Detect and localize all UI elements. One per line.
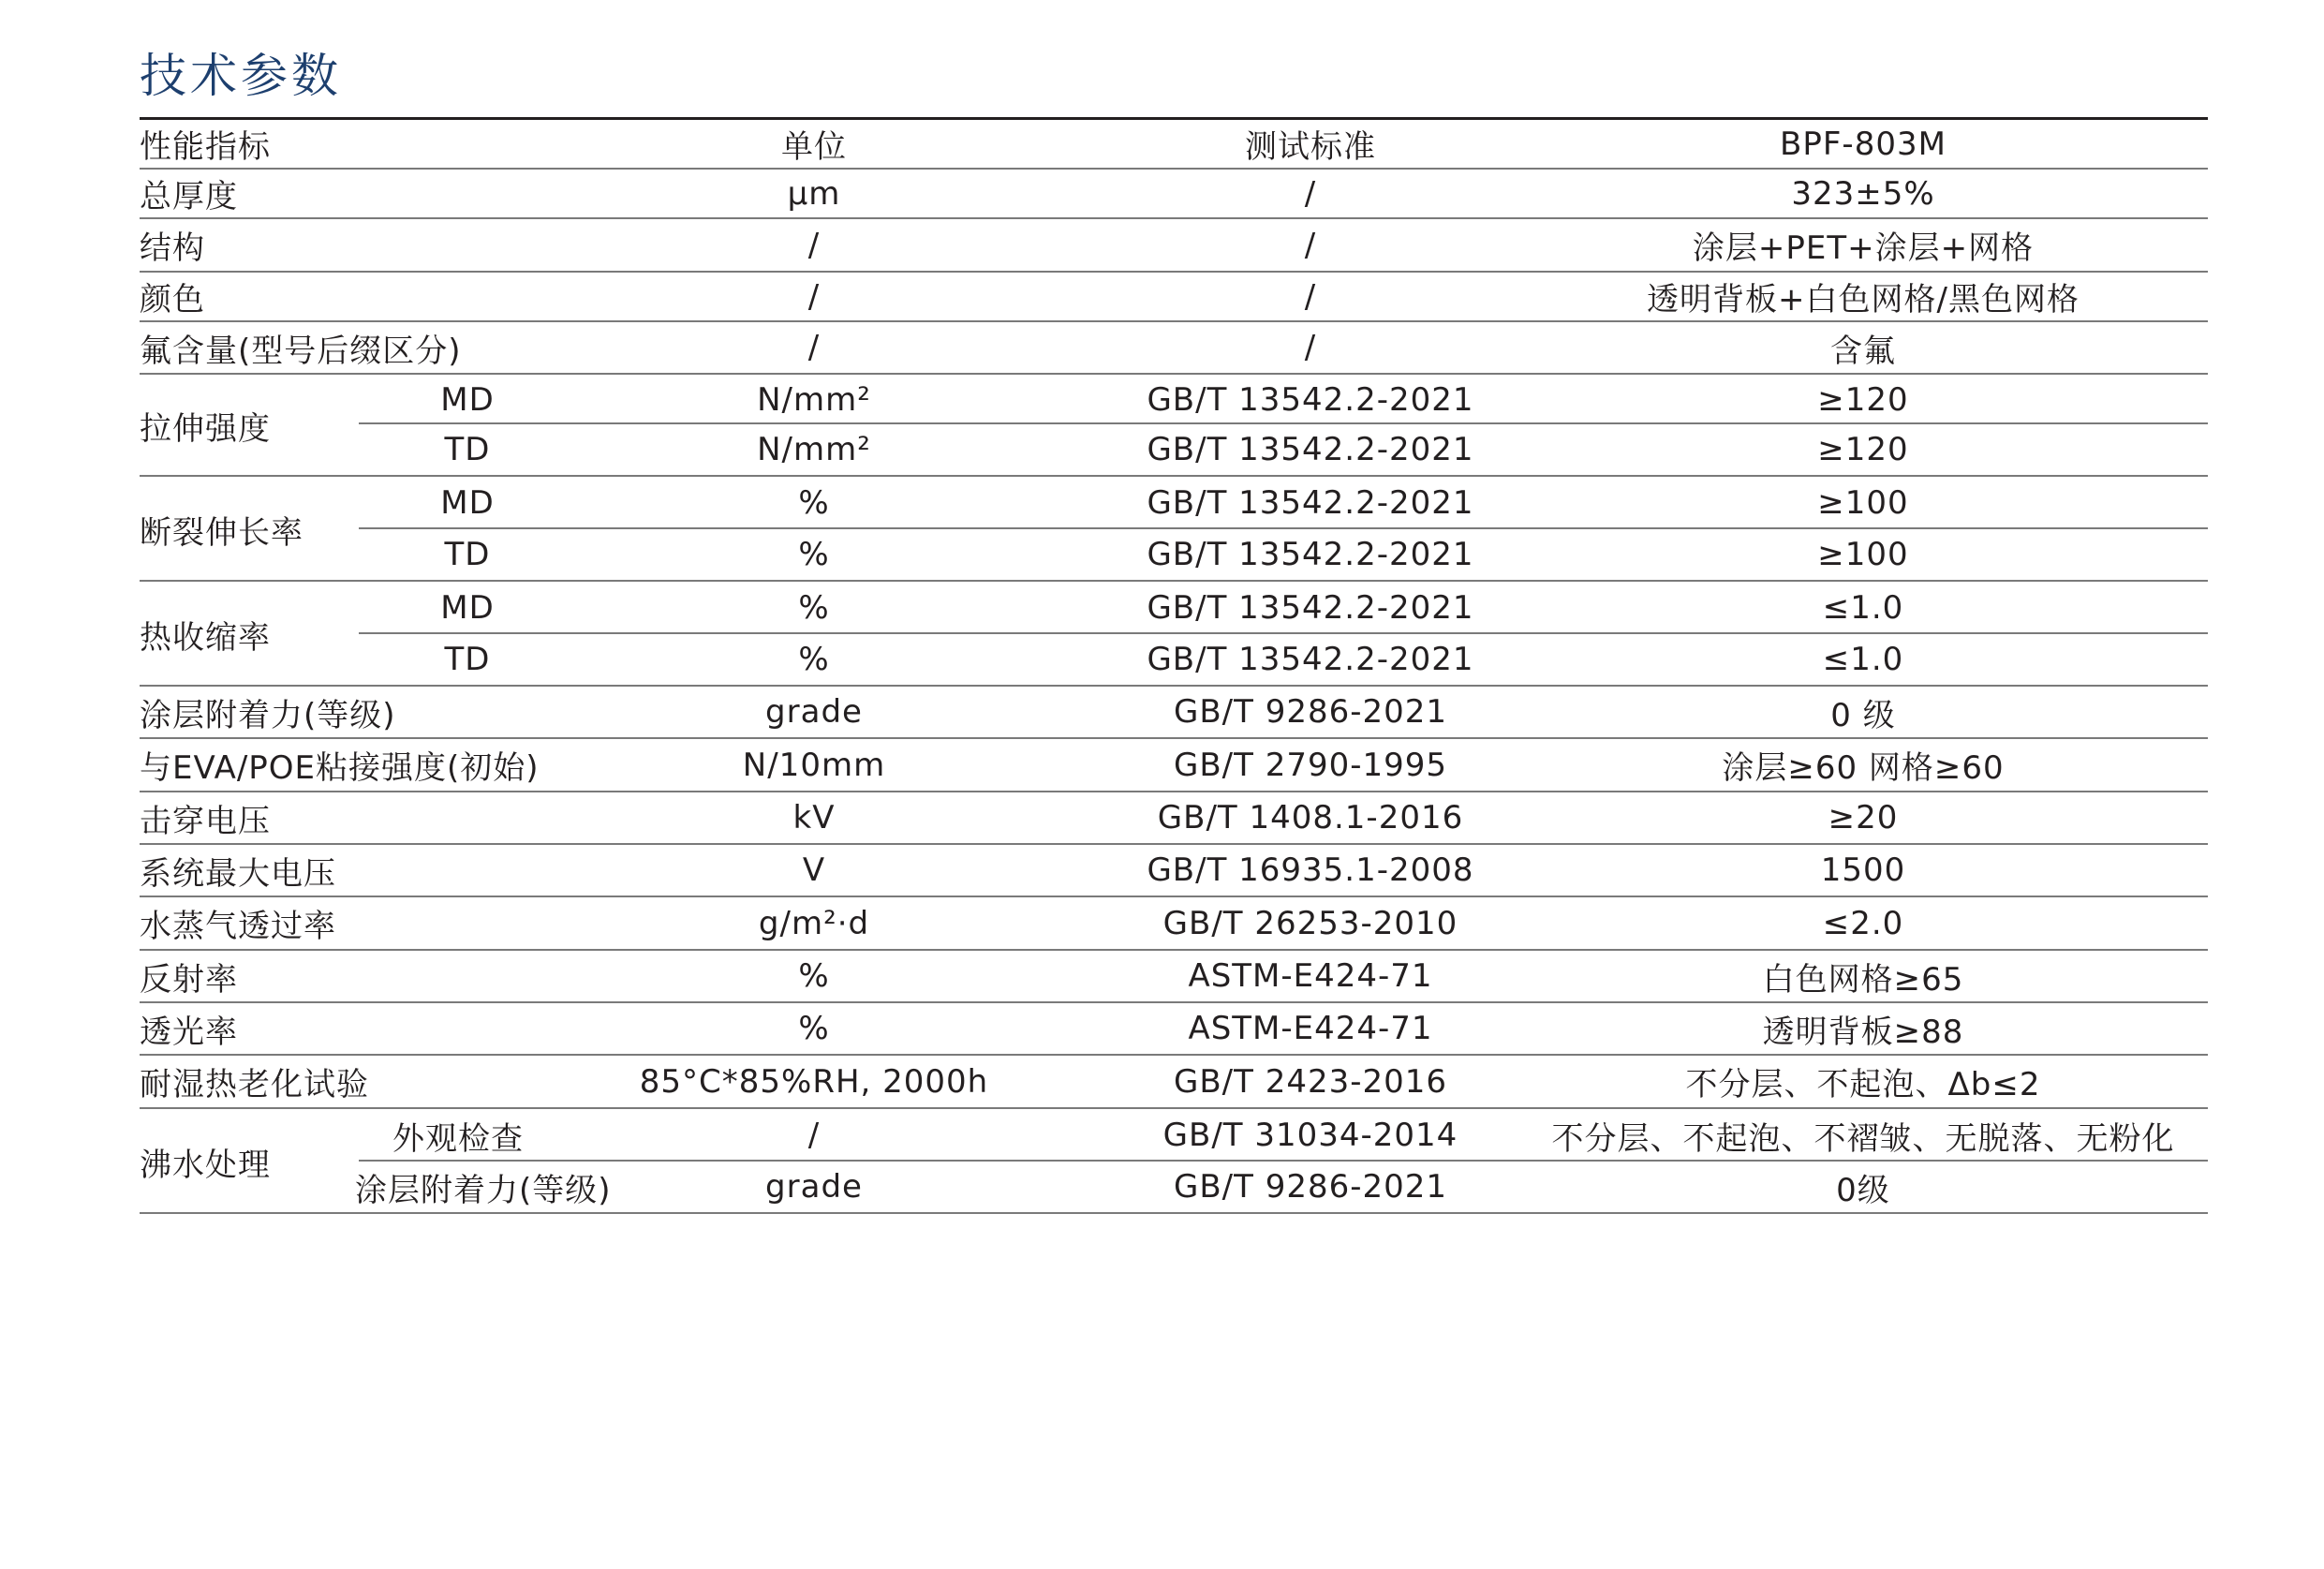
table-row — [140, 687, 2208, 739]
row-name: 击穿电压 — [140, 802, 271, 840]
row-name: 反射率 — [140, 960, 238, 999]
row-unit: / — [807, 226, 821, 264]
table-row — [140, 739, 2208, 792]
table-row — [140, 634, 2208, 687]
row-name: 涂层附着力(等级) — [140, 696, 396, 734]
row-unit: % — [798, 536, 830, 573]
row-unit: g/m²·d — [758, 904, 870, 942]
header-product: BPF-803M — [1780, 125, 1947, 163]
table-row — [140, 322, 2208, 375]
header-unit: 单位 — [781, 128, 847, 166]
header-standard: 测试标准 — [1245, 128, 1376, 166]
row-sub: 涂层附着力(等级) — [355, 1171, 612, 1209]
row-standard: / — [1304, 174, 1317, 213]
row-standard: GB/T 13542.2-2021 — [1147, 484, 1474, 522]
row-unit: 85°C*85%RH, 2000h — [639, 1062, 989, 1101]
row-value: ≤1.0 — [1822, 589, 1904, 627]
group-label: 沸水处理 — [140, 1146, 271, 1184]
row-unit: % — [798, 957, 830, 995]
row-standard: GB/T 1408.1-2016 — [1157, 799, 1464, 836]
row-sub: MD — [440, 484, 495, 522]
row-value: ≥100 — [1817, 484, 1909, 522]
group-heat-shrinkage — [140, 582, 2208, 687]
row-name: 耐湿热老化试验 — [140, 1066, 369, 1103]
group-tensile-strength — [140, 375, 2208, 477]
table-row — [140, 424, 2208, 477]
table-row — [140, 792, 2208, 845]
table-row — [140, 951, 2208, 1003]
row-sub: TD — [444, 431, 491, 468]
row-value: ≥20 — [1828, 799, 1899, 836]
row-value: ≥100 — [1817, 536, 1909, 573]
row-unit: % — [798, 589, 830, 627]
row-standard: / — [1304, 277, 1317, 316]
row-value: ≥120 — [1817, 431, 1909, 468]
row-value: ≤2.0 — [1822, 904, 1904, 942]
row-standard: GB/T 13542.2-2021 — [1147, 380, 1474, 419]
row-unit: N/mm² — [757, 380, 871, 419]
group-label: 热收缩率 — [140, 618, 271, 657]
row-unit: % — [798, 1010, 830, 1047]
group-elongation — [140, 477, 2208, 582]
row-sub: TD — [444, 536, 491, 573]
row-name: 结构 — [140, 229, 205, 267]
row-value: 不分层、不起泡、不褶皱、无脱落、无粉化 — [1551, 1119, 2175, 1158]
row-unit: / — [807, 329, 821, 366]
row-sub: MD — [440, 380, 495, 419]
row-value: 0级 — [1836, 1171, 1890, 1209]
table-row — [140, 897, 2208, 951]
table-row — [140, 1056, 2208, 1109]
row-standard: GB/T 13542.2-2021 — [1147, 589, 1474, 627]
row-value: 323±5% — [1791, 174, 1935, 213]
row-standard: GB/T 13542.2-2021 — [1147, 641, 1474, 678]
table-row — [140, 170, 2208, 219]
row-standard: GB/T 2423-2016 — [1173, 1062, 1448, 1101]
row-unit: / — [807, 277, 821, 316]
row-value: 涂层≥60 网格≥60 — [1722, 749, 2005, 787]
row-unit: µm — [787, 174, 841, 213]
row-standard: GB/T 2790-1995 — [1173, 746, 1448, 784]
row-value: ≥120 — [1817, 380, 1909, 419]
row-unit: N/10mm — [742, 746, 886, 784]
row-value: 0 级 — [1830, 696, 1896, 734]
row-unit: % — [798, 641, 830, 678]
row-value: 含氟 — [1830, 332, 1896, 370]
header-name: 性能指标 — [140, 128, 271, 166]
row-standard: ASTM-E424-71 — [1188, 1010, 1433, 1047]
row-unit: / — [807, 1117, 821, 1154]
row-name: 透光率 — [140, 1013, 238, 1051]
row-standard: GB/T 16935.1-2008 — [1147, 851, 1474, 889]
table-row — [140, 375, 2208, 424]
row-unit: N/mm² — [757, 431, 871, 468]
row-value: 透明背板+白色网格/黑色网格 — [1647, 281, 2080, 318]
table-row — [140, 845, 2208, 897]
row-standard: GB/T 13542.2-2021 — [1147, 536, 1474, 573]
table-row — [140, 219, 2208, 273]
row-value: 白色网格≥65 — [1762, 960, 1964, 999]
row-value: ≤1.0 — [1822, 641, 1904, 678]
row-value: 涂层+PET+涂层+网格 — [1692, 229, 2035, 267]
row-value: 透明背板≥88 — [1762, 1013, 1964, 1051]
table-row — [140, 1003, 2208, 1056]
row-unit: % — [798, 484, 830, 522]
row-unit: kV — [792, 799, 836, 836]
page-title: 技术参数 — [140, 49, 342, 103]
table-header-row — [140, 120, 2208, 170]
row-sub: 外观检查 — [392, 1119, 524, 1158]
row-sub: TD — [444, 641, 491, 678]
row-standard: / — [1304, 329, 1317, 366]
group-boiling-water — [140, 1109, 2208, 1214]
table-row — [140, 477, 2208, 529]
spec-table — [140, 120, 2208, 1214]
table-row — [140, 1109, 2208, 1162]
row-value: 不分层、不起泡、Δb≤2 — [1685, 1066, 2041, 1103]
table-row — [140, 1162, 2208, 1214]
group-label: 拉伸强度 — [140, 410, 271, 448]
row-name: 系统最大电压 — [140, 854, 336, 893]
table-row — [140, 529, 2208, 582]
row-sub: MD — [440, 589, 495, 627]
row-standard: / — [1304, 226, 1317, 264]
row-unit: grade — [765, 693, 863, 731]
row-name: 氟含量(型号后缀区分) — [140, 332, 462, 370]
row-name: 与EVA/POE粘接强度(初始) — [140, 749, 540, 787]
row-standard: ASTM-E424-71 — [1188, 957, 1433, 995]
row-value: 1500 — [1820, 851, 1906, 889]
row-standard: GB/T 13542.2-2021 — [1147, 431, 1474, 468]
row-unit: V — [802, 851, 826, 889]
table-row — [140, 273, 2208, 322]
row-standard: GB/T 26253-2010 — [1162, 904, 1458, 942]
row-standard: GB/T 31034-2014 — [1162, 1117, 1458, 1154]
row-name: 总厚度 — [140, 178, 238, 215]
row-unit: grade — [765, 1168, 863, 1206]
row-standard: GB/T 9286-2021 — [1173, 1168, 1448, 1206]
group-label: 断裂伸长率 — [140, 513, 303, 552]
table-row — [140, 582, 2208, 634]
row-name: 颜色 — [140, 281, 205, 318]
row-name: 水蒸气透过率 — [140, 908, 336, 945]
row-standard: GB/T 9286-2021 — [1173, 693, 1448, 731]
